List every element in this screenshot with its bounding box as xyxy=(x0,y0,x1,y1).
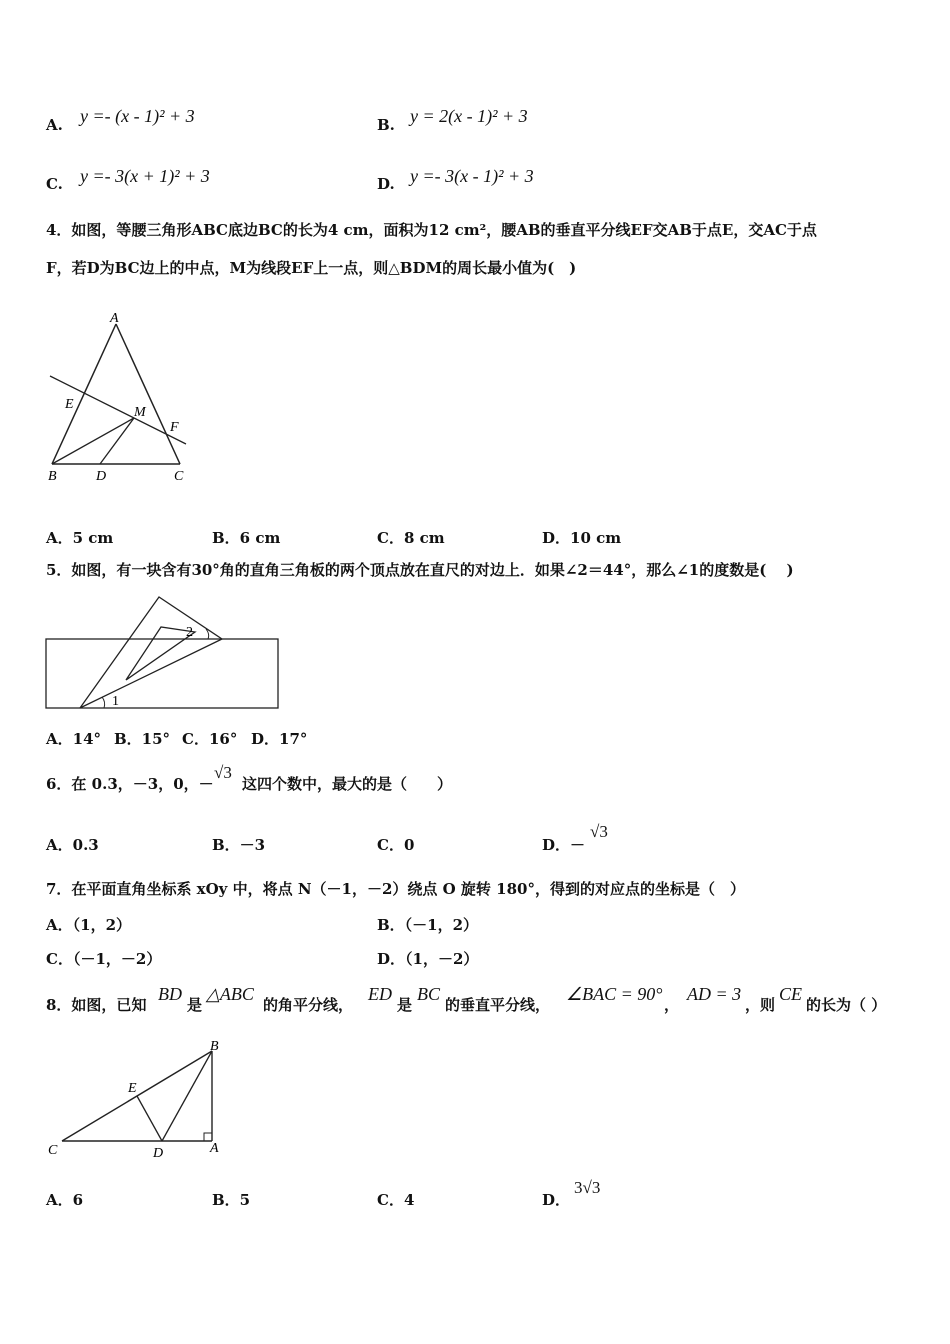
q8-math-triangle-abc: △ABC xyxy=(206,984,254,1004)
q6-option-b: B．－3 xyxy=(212,836,266,854)
q7-option-a: A．（1，2） xyxy=(46,916,132,934)
q4-label-b: B xyxy=(48,469,57,484)
q8-option-d: D． xyxy=(542,1191,571,1209)
q5-angle1-arc xyxy=(102,697,105,708)
q5-option-d: D．17° xyxy=(251,730,308,748)
q5-label-angle2: 2 xyxy=(186,625,193,640)
q8-figure xyxy=(40,1032,240,1162)
q4-label-m: M xyxy=(134,405,146,420)
q8-math-ce: CE xyxy=(779,984,803,1004)
q8-text-part7: ，则 xyxy=(745,996,776,1014)
q7-text: 7．在平面直角坐标系 xOy 中，将点 N（－1，－2）绕点 O 旋转 180°，得到的对应点的坐标是（ ） xyxy=(46,880,745,898)
q8-math-ed: ED xyxy=(368,984,392,1004)
q8-option-d-math: 3√3 xyxy=(574,1178,601,1197)
q3-option-d-formula: y =- 3(x - 1)² + 3 xyxy=(410,166,534,186)
q4-segment-bm xyxy=(52,418,134,464)
q4-option-c: C．8 cm xyxy=(377,529,445,547)
q5-triangle-inner xyxy=(126,627,195,680)
q4-label-e: E xyxy=(65,397,74,412)
q6-option-d-radical: √3 xyxy=(590,822,608,841)
q4-label-c: C xyxy=(174,469,184,484)
q6-option-d: D．－ xyxy=(542,836,586,854)
q8-segment-bd xyxy=(162,1051,212,1141)
q8-math-bd: BD xyxy=(158,984,182,1004)
q6-text-prefix: 6．在 0.3，－3，0，－ xyxy=(46,775,214,793)
q3-option-c-label: C. xyxy=(46,175,63,193)
q8-label-a: A xyxy=(210,1141,219,1156)
q7-option-d: D．（1，－2） xyxy=(377,950,479,968)
q3-option-b-label: B. xyxy=(377,116,395,134)
q8-math-ad: AD = 3 xyxy=(687,984,742,1004)
q8-label-c: C xyxy=(48,1143,58,1158)
q8-text-part6: ， xyxy=(664,996,680,1014)
q4-option-d: D．10 cm xyxy=(542,529,622,547)
q4-side-ab xyxy=(52,324,116,464)
q3-option-d-label: D. xyxy=(377,175,395,193)
q4-text-line1: 4．如图，等腰三角形ABC底边BC的长为4 cm，面积为12 cm²，腰AB的垂直平分线EF交AB于点E，交AC于点 xyxy=(46,221,817,239)
q5-ruler xyxy=(46,639,278,708)
q4-side-ac xyxy=(116,324,180,464)
q7-option-b: B．（－1，2） xyxy=(377,916,479,934)
q4-figure xyxy=(40,310,200,490)
q6-option-a: A．0.3 xyxy=(46,836,99,854)
q8-text-part8: 的长为（ ） xyxy=(806,996,887,1014)
q4-option-b: B．6 cm xyxy=(212,529,281,547)
q8-option-a: A．6 xyxy=(46,1191,84,1209)
q8-text-part1: 8．如图，已知 xyxy=(46,996,147,1014)
q8-text-part3: 的角平分线， xyxy=(263,996,354,1014)
q4-segment-dm xyxy=(100,418,134,464)
q8-text-part2: 是 xyxy=(187,996,203,1014)
q8-math-angle-bac: ∠BAC = 90° xyxy=(566,984,663,1004)
q3-option-c-formula: y =- 3(x + 1)² + 3 xyxy=(80,166,210,186)
q4-text-line2: F，若D为BC边上的中点，M为线段EF上一点，则△BDM的周长最小值为( ) xyxy=(46,259,577,277)
q8-text-part4: 是 xyxy=(397,996,413,1014)
q8-segment-ed xyxy=(137,1096,162,1141)
q6-option-c: C．0 xyxy=(377,836,415,854)
q7-option-c: C．（－1，－2） xyxy=(46,950,162,968)
q4-option-a: A．5 cm xyxy=(46,529,114,547)
q5-figure xyxy=(40,592,290,717)
q4-label-f: F xyxy=(170,420,179,435)
q4-label-a: A xyxy=(110,311,119,326)
q8-option-b: B．5 xyxy=(212,1191,251,1209)
q5-label-angle1: 1 xyxy=(112,694,119,709)
q5-option-a: A．14° xyxy=(46,730,102,748)
q5-option-c: C．16° xyxy=(182,730,238,748)
q5-text: 5．如图，有一块含有30°角的直角三角板的两个顶点放在直尺的对边上．如果∠2＝44°，那么∠1的度数是( ) xyxy=(46,561,794,579)
q6-text-suffix: 这四个数中，最大的是（ ） xyxy=(242,775,453,793)
q8-label-e: E xyxy=(128,1081,137,1096)
q8-label-b: B xyxy=(210,1039,219,1054)
q5-option-b: B．15° xyxy=(114,730,171,748)
q3-option-a-label: A. xyxy=(46,116,63,134)
q4-label-d: D xyxy=(96,469,107,484)
q8-math-bc: BC xyxy=(417,984,441,1004)
q3-option-b-formula: y = 2(x - 1)² + 3 xyxy=(410,106,528,126)
q6-radical: √3 xyxy=(214,763,232,782)
q8-right-angle-mark xyxy=(204,1133,212,1141)
q5-triangle-outer xyxy=(80,597,222,708)
q8-option-c: C．4 xyxy=(377,1191,415,1209)
q3-option-a-formula: y =- (x - 1)² + 3 xyxy=(80,106,195,126)
q8-label-d: D xyxy=(153,1146,164,1161)
q8-text-part5: 的垂直平分线， xyxy=(445,996,551,1014)
